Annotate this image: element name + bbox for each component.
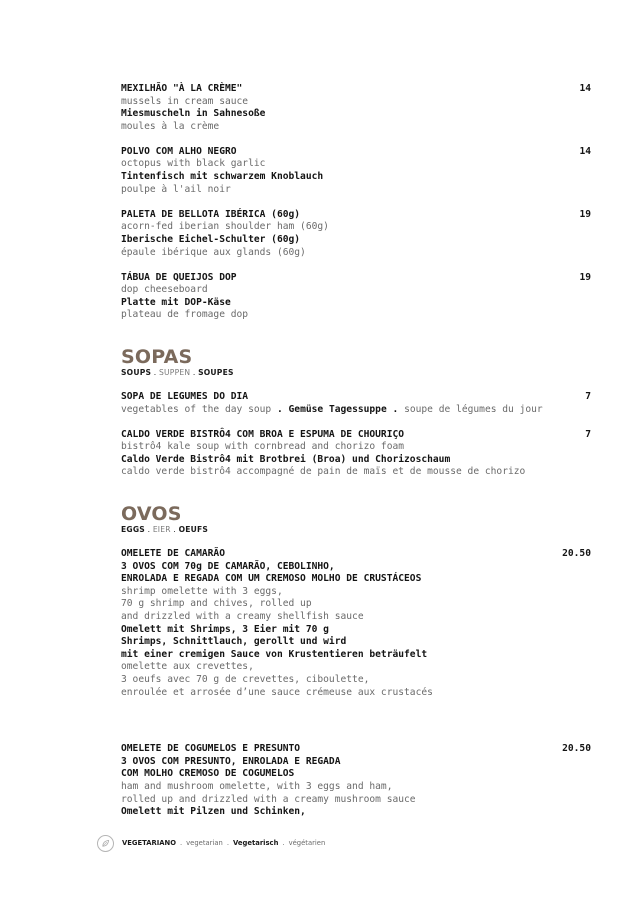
- menu-item-octopus: [121, 146, 591, 196]
- item-desc-de-line: mit einer cremigen Sauce von Krustentieren beträufelt: [121, 648, 428, 660]
- separator: .: [392, 403, 399, 415]
- subtitle-de: EIER: [152, 525, 171, 535]
- item-price: 7: [585, 391, 591, 402]
- item-name-fr: moules à la crème: [121, 120, 220, 132]
- item-desc-pt-line: COM MOLHO CREMOSO DE COGUMELOS: [121, 768, 295, 780]
- item-name-de: Caldo Verde Bistrô4 mit Brotbrei (Broa) und Chorizoschaum: [121, 453, 451, 465]
- item-price: 20.50: [562, 743, 591, 755]
- section-subtitle: [121, 524, 591, 536]
- item-desc-en-line: ham and mushroom omelette, with 3 eggs and ham,: [121, 780, 393, 792]
- separator: .: [179, 839, 183, 848]
- item-name-en: bistrô4 kale soup with cornbread and chorizo foam: [121, 441, 405, 453]
- section-subtitle: [121, 367, 591, 379]
- separator: .: [192, 368, 196, 377]
- separator: .: [147, 525, 151, 535]
- item-price: 14: [579, 83, 591, 94]
- item-desc-de-line: Shrimps, Schnittlauch, gerollt und wird: [121, 636, 347, 648]
- menu-item-caldo-verde: [121, 429, 591, 479]
- item-name-pt: SOPA DE LEGUMES DO DIA: [121, 391, 249, 402]
- item-name-de: Tintenfisch mit schwarzem Knoblauch: [121, 171, 324, 183]
- item-name-de: Miesmuscheln in Sahnesoße: [121, 108, 266, 120]
- item-translations: [121, 404, 591, 417]
- legend-pt: VEGETARIANO: [122, 839, 176, 848]
- item-desc-fr-line: omelette aux crevettes,: [121, 661, 254, 673]
- item-desc-fr-line: 3 oeufs avec 70 g de crevettes, ciboulette,: [121, 674, 370, 685]
- item-desc-fr-line: enroulée et arrosée d’une sauce crémeuse aux crustacés: [121, 686, 433, 698]
- item-name-de: Platte mit DOP-Käse: [121, 296, 231, 308]
- separator: .: [173, 525, 176, 535]
- legend-de: Vegetarisch: [233, 839, 279, 848]
- item-name-de: Gemüse Tagessuppe: [288, 403, 387, 415]
- item-name-pt: OMELETE DE CAMARÃO: [121, 548, 225, 560]
- vegetarian-legend: [97, 835, 325, 852]
- menu-item-iberian-ham: [121, 209, 591, 259]
- item-price: 19: [579, 208, 591, 220]
- item-name-pt: PALETA DE BELLOTA IBÉRICA (60g): [121, 208, 301, 220]
- item-desc-en-line: rolled up and drizzled with a creamy mushroom sauce: [121, 793, 416, 805]
- section-header-eggs: [121, 504, 591, 536]
- menu-item-cheeseboard: [121, 272, 591, 322]
- item-desc-pt-line: 3 OVOS COM PRESUNTO, ENROLADA E REGADA: [121, 755, 341, 767]
- item-name-en: vegetables of the day soup: [121, 403, 272, 415]
- item-price: 7: [585, 428, 591, 440]
- item-desc-en-line: shrimp omelette with 3 eggs,: [121, 585, 283, 597]
- item-name-fr: plateau de fromage dop: [121, 309, 249, 321]
- menu-item-vegetable-soup: [121, 391, 591, 416]
- item-price: 20.50: [562, 548, 591, 560]
- item-price: 14: [579, 145, 591, 157]
- item-desc-pt-line: ENROLADA E REGADA COM UM CREMOSO MOLHO DE CRUSTÁCEOS: [121, 573, 422, 585]
- item-name-pt: CALDO VERDE BISTRÔ4 COM BROA E ESPUMA DE CHOURIÇO: [121, 428, 405, 440]
- item-name-pt: MEXILHÃO "À LA CRÈME": [121, 83, 243, 94]
- legend-fr: végétarien: [288, 839, 326, 848]
- item-name-pt: TÁBUA DE QUEIJOS DOP: [121, 271, 237, 283]
- item-name-en: mussels in cream sauce: [121, 95, 249, 107]
- item-name-en: acorn-fed iberian shoulder ham (60g): [121, 221, 329, 233]
- menu-item-shrimp-omelette: [121, 548, 591, 699]
- legend-en: vegetarian: [186, 839, 223, 848]
- menu-item-mushroom-ham-omelette: [121, 743, 591, 819]
- item-desc-pt-line: 3 OVOS COM 70g DE CAMARÃO, CEBOLINHO,: [121, 560, 335, 572]
- separator: .: [276, 403, 283, 415]
- item-name-en: dop cheeseboard: [121, 284, 208, 296]
- subtitle-en: EGGS: [121, 525, 145, 535]
- separator: .: [226, 839, 230, 848]
- menu-page: [121, 83, 591, 831]
- leaf-icon: [97, 835, 114, 852]
- item-name-pt: OMELETE DE COGUMELOS E PRESUNTO: [121, 743, 301, 755]
- item-desc-en-line: and drizzled with a creamy shellfish sauce: [121, 611, 364, 623]
- item-desc-de-line: Omelett mit Pilzen und Schinken,: [121, 806, 306, 818]
- item-name-fr: épaule ibérique aux glands (60g): [121, 246, 306, 258]
- item-name-fr: poulpe à l'ail noir: [121, 183, 231, 195]
- item-name-fr: soupe de légumes du jour: [404, 403, 543, 415]
- separator: .: [282, 839, 285, 848]
- separator: .: [153, 368, 157, 377]
- section-title: SOPAS: [121, 346, 193, 368]
- leaf-icon-glyph: [101, 839, 110, 848]
- section-title: OVOS: [121, 503, 182, 526]
- item-name-fr: caldo verde bistrô4 accompagné de pain de maïs et de mousse de chorizo: [121, 466, 526, 478]
- item-price: 19: [579, 271, 591, 283]
- item-desc-de-line: Omelett mit Shrimps, 3 Eier mit 70 g: [121, 623, 329, 635]
- subtitle-de: SUPPEN: [159, 368, 191, 377]
- subtitle-fr: OEUFS: [178, 525, 209, 535]
- item-name-de: Iberische Eichel-Schulter (60g): [121, 233, 301, 245]
- subtitle-en: SOUPS: [121, 368, 152, 377]
- menu-item-mussels: [121, 83, 591, 133]
- subtitle-fr: SOUPES: [198, 368, 234, 377]
- item-name-pt: POLVO COM ALHO NEGRO: [121, 145, 237, 157]
- section-header-soups: [121, 347, 591, 379]
- item-desc-en-line: 70 g shrimp and chives, rolled up: [121, 598, 312, 610]
- item-name-en: octopus with black garlic: [121, 158, 266, 170]
